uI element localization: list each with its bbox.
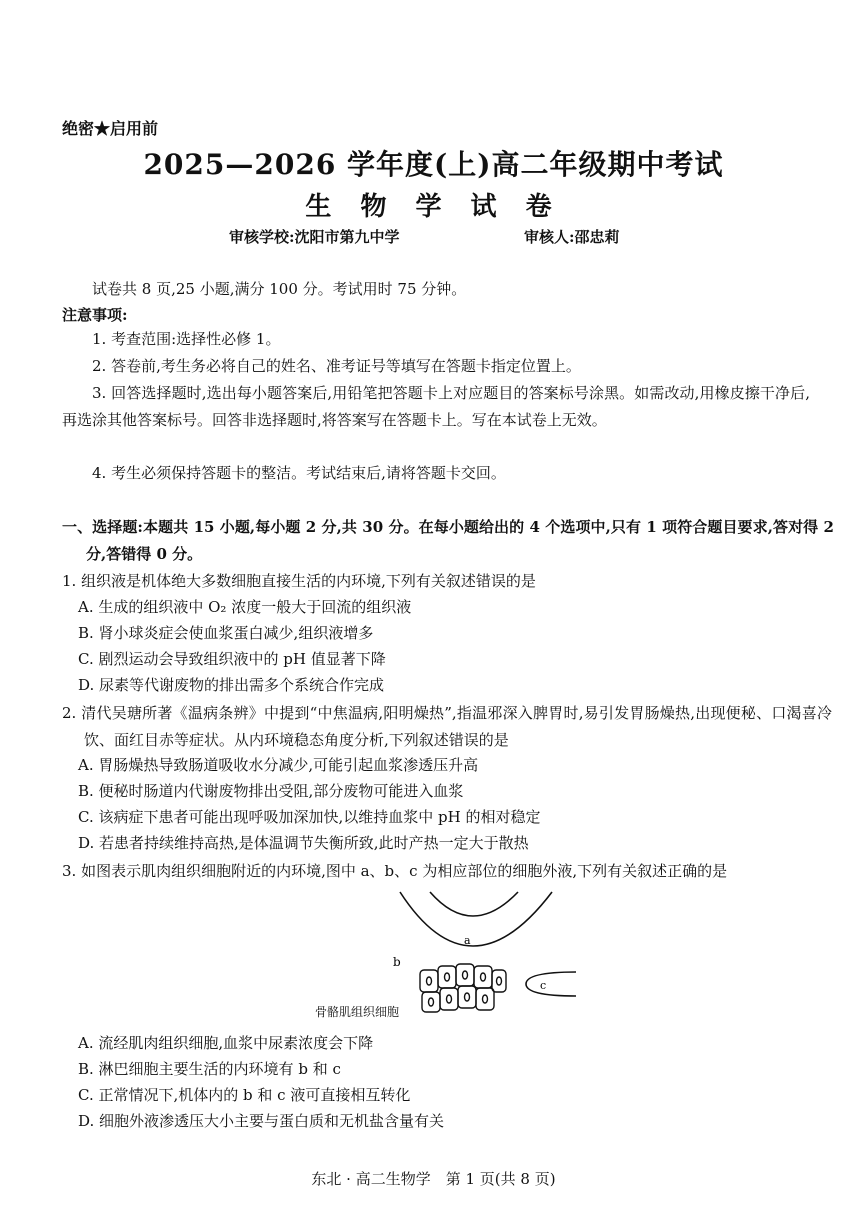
reviewer-name: 审核人:邵忠莉 xyxy=(524,228,620,246)
vessel-outer-arc xyxy=(400,892,552,946)
vessel-inner-arc xyxy=(430,892,518,916)
figure-caption: 骨骼肌组织细胞 xyxy=(315,1005,400,1019)
question-option: A. 生成的组织液中 O₂ 浓度一般大于回流的组织液 xyxy=(78,598,412,616)
question-option: A. 流经肌肉组织细胞,血浆中尿素浓度会下降 xyxy=(78,1034,374,1052)
question-option: A. 胃肠燥热导致肠道吸收水分减少,可能引起血浆渗透压升高 xyxy=(78,756,479,774)
page-footer: 东北 · 高二生物学 第 1 页(共 8 页) xyxy=(311,1170,556,1188)
section-heading: 一、选择题:本题共 15 小题,每小题 2 分,共 30 分。在每小题给出的 4 个选项中,只有 1 项符合题目要求,答对得 2 分,答错得 0 分。 xyxy=(62,518,834,563)
confidential-mark: 绝密★启用前 xyxy=(62,119,159,138)
question-option: C. 该病症下患者可能出现呼吸加深加快,以维持血浆中 pH 的相对稳定 xyxy=(78,808,541,826)
question-stem: 2. 清代吴瑭所著《温病条辨》中提到“中焦温病,阳明燥热”,指温邪深入脾胃时,易引发胃肠燥热,出现便秘、口渴喜冷饮、面红目赤等症状。从内环境稳态角度分析,下列叙述错误的是 xyxy=(62,704,832,749)
note-item: 1. 考查范围:选择性必修 1。 xyxy=(92,330,281,348)
tissue-diagram xyxy=(380,888,580,1028)
note-item: 2. 答卷前,考生务必将自己的姓名、准考证号等填写在答题卡指定位置上。 xyxy=(92,357,581,375)
note-item: 3. 回答选择题时,选出每小题答案后,用铅笔把答题卡上对应题目的答案标号涂黑。如需改动,用橡皮擦干净后,再选涂其他答案标号。回答非选择题时,将答案写在答题卡上。写在本试卷上无效。 xyxy=(62,384,810,429)
question-option: C. 剧烈运动会导致组织液中的 pH 值显著下降 xyxy=(78,650,386,668)
review-school: 审核学校:沈阳市第九中学 xyxy=(229,228,400,246)
question-option: B. 便秘时肠道内代谢废物排出受阻,部分废物可能进入血浆 xyxy=(78,782,464,800)
question-option: D. 若患者持续维持高热,是体温调节失衡所致,此时产热一定大于散热 xyxy=(78,834,529,852)
exam-intro: 试卷共 8 页,25 小题,满分 100 分。考试用时 75 分钟。 xyxy=(92,280,467,298)
question-option: C. 正常情况下,机体内的 b 和 c 液可直接相互转化 xyxy=(78,1086,411,1104)
exam-title: 2025—2026 学年度(上)高二年级期中考试 xyxy=(143,148,724,181)
lymph-vessel xyxy=(526,972,576,996)
subject-title: 生 物 学 试 卷 xyxy=(305,192,562,222)
question-stem: 3. 如图表示肌肉组织细胞附近的内环境,图中 a、b、c 为相应部位的细胞外液,下列有关叙述正确的是 xyxy=(62,862,728,880)
question-option: D. 细胞外液渗透压大小主要与蛋白质和无机盐含量有关 xyxy=(78,1112,445,1130)
question-option: D. 尿素等代谢废物的排出需多个系统合作完成 xyxy=(78,676,385,694)
question-option: B. 肾小球炎症会使血浆蛋白减少,组织液增多 xyxy=(78,624,374,642)
label-c: c xyxy=(540,979,547,992)
question-stem: 1. 组织液是机体绝大多数细胞直接生活的内环境,下列有关叙述错误的是 xyxy=(62,572,536,590)
question-option: B. 淋巴细胞主要生活的内环境有 b 和 c xyxy=(78,1060,341,1078)
muscle-cells xyxy=(420,964,506,1012)
label-b: b xyxy=(393,955,401,969)
notes-heading: 注意事项: xyxy=(62,306,128,324)
note-item: 4. 考生必须保持答题卡的整洁。考试结束后,请将答题卡交回。 xyxy=(92,464,506,482)
label-a: a xyxy=(464,934,471,947)
